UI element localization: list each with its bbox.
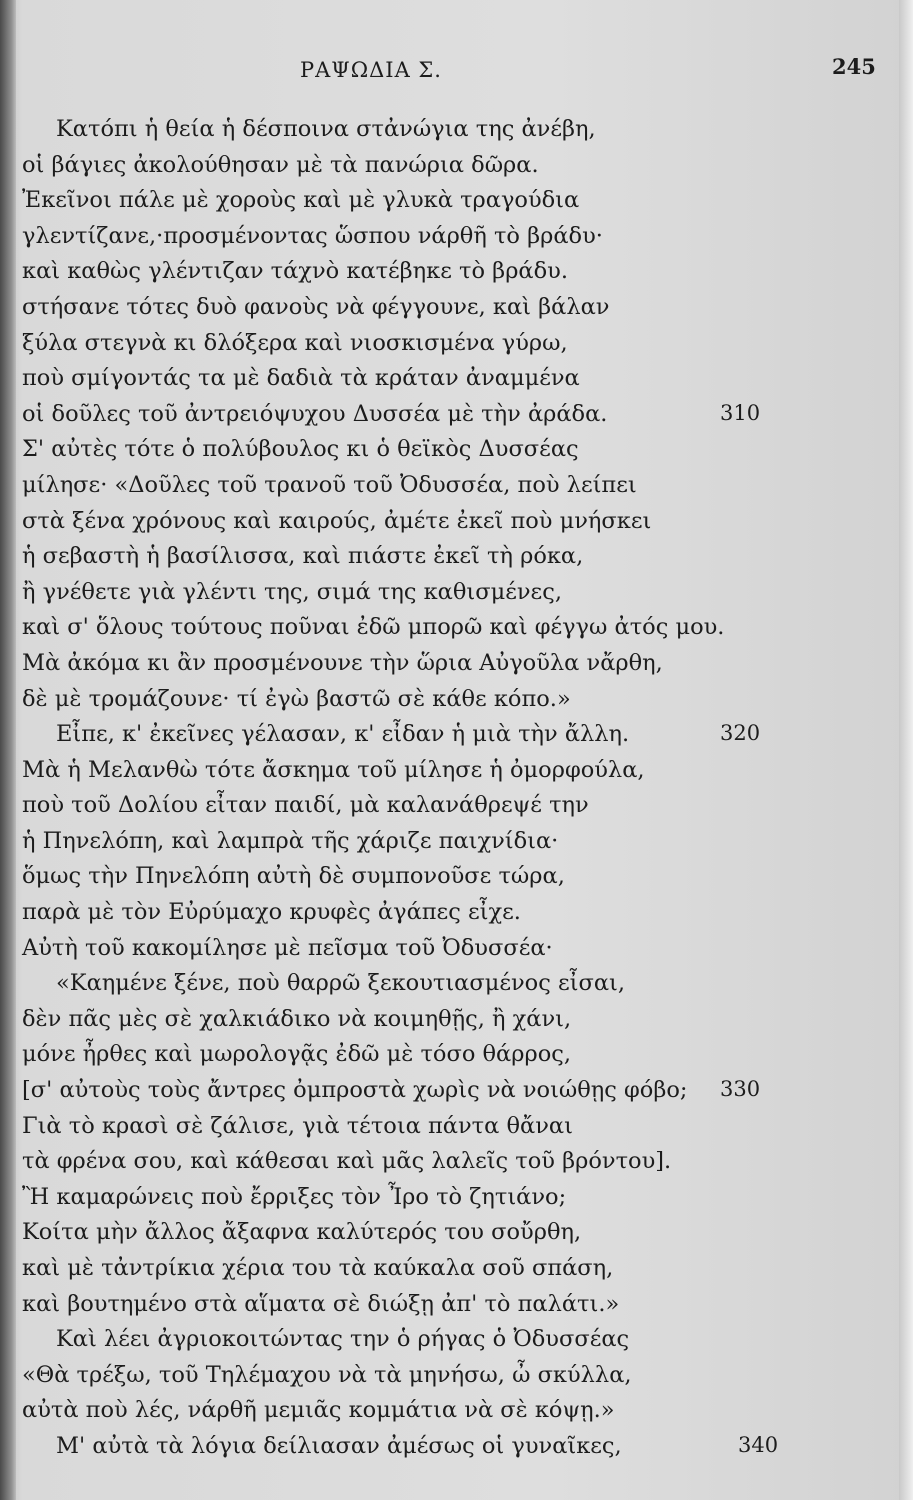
verse-line: καὶ μὲ τἀντρίκια χέρια του τὰ καύκαλα σοῦ σπάση, [22,1255,614,1281]
verse-line: παρὰ μὲ τὸν Εὐρύμαχο κρυφὲς ἀγάπες εἶχε. [22,899,521,926]
verse-line: Ἐκεῖνοι πάλε μὲ χοροὺς καὶ μὲ γλυκὰ τραγούδια [22,187,580,214]
verse-line: Μὰ ἀκόμα κι ἂν προσμένουνε τὴν ὥρια Αὐγοῦλα νἄρθη, [22,649,663,676]
verse-line: καὶ καθὼς γλέντιζαν τάχνὸ κατέβηκε τὸ βράδυ. [22,258,568,285]
verse-line: Σ' αὐτὲς τότε ὁ πολύβουλος κι ὁ θεϊκὸς Δυσσέας [22,436,579,463]
line-number: 340 [738,1433,779,1458]
verse-line: Μὰ ἡ Μελανθὼ τότε ἄσκημα τοῦ μίλησε ἡ ὀμορφούλα, [22,756,645,783]
verse-line: Καὶ λέει ἀγριοκοιτώντας την ὁ ρήγας ὁ Ὀδυσσέας [56,1326,630,1353]
verse-line: ποὺ τοῦ Δολίου εἶταν παιδί, μὰ καλανάθρεψέ την [22,792,589,819]
verse-line: ὅμως τὴν Πηνελόπη αὐτὴ δὲ συμπονοῦσε τώρα, [22,863,565,890]
line-number: 330 [720,1077,761,1102]
verse-line: ἢ γνέθετε γιὰ γλέντι της, σιμά της καθισμένες, [22,578,562,605]
verse-line: αὐτὰ ποὺ λές, νάρθῆ μεμιᾶς κομμάτια νὰ σὲ κόψῃ.» [22,1397,615,1424]
line-number: 310 [720,400,761,425]
page-edge [899,0,913,1500]
line-number: 320 [720,721,761,746]
verse-line: μίλησε· «Δοῦλες τοῦ τρανοῦ τοῦ Ὀδυσσέα, ποὺ λείπει [22,471,637,498]
verse-line: στήσανε τότες δυὸ φανοὺς νὰ φέγγουνε, καὶ βάλαν [22,293,610,320]
verse-line: ἡ Πηνελόπη, καὶ λαμπρὰ τῆς χάριζε παιχνίδια· [22,827,559,854]
verse-line: τὰ φρένα σου, καὶ κάθεσαι καὶ μᾶς λαλεῖς τοῦ βρόντου]. [22,1148,672,1175]
page-header [0,54,913,88]
verse-line: γλεντίζανε,·προσμένοντας ὥσπου νάρθῆ τὸ βράδυ· [22,222,603,249]
verse-line: Ἢ καμαρώνεις ποὺ ἔρριξες τὸν Ἶρο τὸ ζητιάνο; [22,1183,567,1210]
verse-line: οἱ δοῦλες τοῦ ἀντρειόψυχου Δυσσέα μὲ τὴν ἀράδα. [22,400,608,427]
verse-line: ἡ σεβαστὴ ἡ βασίλισσα, καὶ πιάστε ἐκεῖ τὴ ρόκα, [22,543,584,570]
verse-line: οἱ βάγιες ἀκολούθησαν μὲ τὰ πανώρια δῶρα. [22,151,539,178]
verse-line: Κατόπι ἡ θεία ἡ δέσποινα στἀνώγια της ἀνέβη, [56,116,596,142]
verse-line: μόνε ἦρθες καὶ μωρολογᾷς ἐδῶ μὲ τόσο θάρρος, [22,1041,572,1068]
verse-line: καὶ σ' ὅλους τούτους ποῦναι ἐδῶ μπορῶ καὶ φέγγω ἀτός μου. [22,614,725,641]
page-binding [0,0,16,1500]
running-title: ΡΑΨΩΔΙΑ Σ. [300,58,442,82]
verse-line: ξύλα στεγνὰ κι δλόξερα καὶ νιοσκισμένα γύρω, [22,329,568,356]
verse-line: δὲν πᾶς μὲς σὲ χαλκιάδικο νὰ κοιμηθῇς, ἢ χάνι, [22,1005,572,1032]
verse-line: ποὺ σμίγοντάς τα μὲ δαδιὰ τὰ κράταν ἀναμμένα [22,365,580,392]
verse-line: «Καημένε ξένε, ποὺ θαρρῶ ξεκουτιασμένος εἶσαι, [56,970,625,997]
verse-line: Κοίτα μὴν ἄλλος ἄξαφνα καλύτερός του σοὔρθη, [22,1219,582,1246]
verse-line: [σ' αὐτοὺς τοὺς ἄντρες ὀμπροστὰ χωρὶς νὰ νοιώθῃς φόβο; [22,1077,688,1104]
verse-line: καὶ βουτημένο στὰ αἵματα σὲ διώξῃ ἀπ' τὸ παλάτι.» [22,1290,620,1317]
verse-line: Μ' αὐτὰ τὰ λόγια δείλιασαν ἀμέσως οἱ γυναῖκες, [56,1432,622,1459]
verse-block [22,112,725,1465]
verse-line: Γιὰ τὸ κρασὶ σὲ ζάλισε, γιὰ τέτοια πάντα θἄναι [22,1112,573,1139]
verse-line: Εἶπε, κ' ἐκεῖνες γέλασαν, κ' εἶδαν ἡ μιὰ τὴν ἄλλη. [56,721,630,748]
verse-line: Αὐτὴ τοῦ κακομίλησε μὲ πεῖσμα τοῦ Ὀδυσσέα· [22,934,553,961]
verse-line: στὰ ξένα χρόνους καὶ καιρούς, ἀμέτε ἐκεῖ ποὺ μνήσκει [22,507,652,534]
page-number: 245 [832,54,876,79]
verse-line: δὲ μὲ τρομάζουνε· τί ἐγὼ βαστῶ σὲ κάθε κόπο.» [22,685,571,712]
verse-line: «Θὰ τρέξω, τοῦ Τηλέμαχου νὰ τὰ μηνήσω, ὦ σκύλλα, [22,1361,632,1388]
